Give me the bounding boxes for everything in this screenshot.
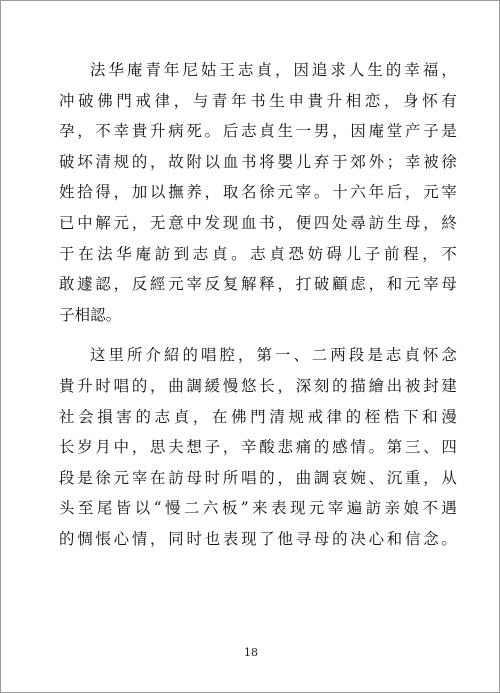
text-line: 社会損害的志貞，在佛門清规戒律的桎梏下和漫	[59, 407, 457, 426]
text-line: 破坏清规的，故附以血书将嬰儿弃于郊外；幸被徐	[59, 152, 457, 171]
text-line: 于在法华庵訪到志貞。志貞恐妨碍儿子前程，不	[59, 244, 457, 263]
text-line: 貴升时唱的，曲調緩慢悠长，深刻的描繪出被封建	[59, 376, 457, 395]
text-line: 法华庵青年尼姑王志貞，因追求人生的幸福，	[90, 61, 457, 79]
text-line: 头至尾皆以“慢二六板”来表现元宰遍訪亲娘不遇	[59, 499, 457, 518]
text-line: 孕，不幸貴升病死。后志貞生一男，因庵堂产子是	[59, 122, 457, 141]
text-line: 敢遽認，反經元宰反复解释，打破顧虑，和元宰母	[59, 275, 457, 294]
paragraph-spacer	[59, 330, 457, 340]
page-number: 18	[244, 646, 258, 659]
paragraph-2	[59, 340, 457, 554]
text-line: 子相認。	[59, 305, 122, 324]
paragraph-1	[59, 55, 457, 330]
text-line: 长岁月中，思夫想子，辛酸悲痛的感情。第三、四	[59, 438, 457, 457]
body-text	[59, 55, 457, 555]
text-line: 的惆悵心情，同时也表现了他寻母的决心和信念。	[59, 529, 457, 548]
text-line: 冲破佛門戒律，与青年书生申貴升相恋，身怀有	[59, 91, 457, 110]
text-line: 段是徐元宰在訪母时所唱的，曲調哀婉、沉重，从	[59, 468, 457, 487]
text-line: 已中解元，无意中发现血书，便四处尋訪生母，終	[59, 213, 457, 232]
text-line: 这里所介紹的唱腔，第一、二两段是志貞怀念	[90, 346, 457, 365]
text-line: 姓拾得，加以撫养，取名徐元宰。十六年后，元宰	[59, 183, 457, 202]
